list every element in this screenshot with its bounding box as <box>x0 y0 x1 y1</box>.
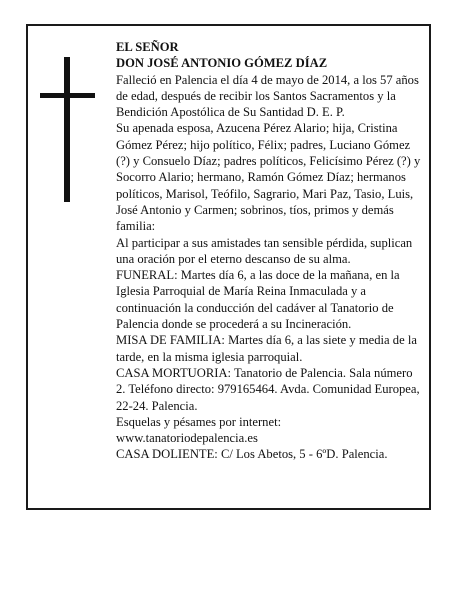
cross-vertical-bar <box>64 57 70 202</box>
obituary-text <box>116 39 421 463</box>
death-announcement: Falleció en Palencia el día 4 de mayo de 2014, a los 57 años de edad, después de recibir los Santos Sacramentos y la Bendición Apostólica de Su Santidad D. E. P. <box>116 72 419 120</box>
prayer-request: Al participar a sus amistades tan sensible pérdida, suplican una oración por el eterno descanso de su alma. <box>116 235 413 266</box>
family-mass-info: MISA DE FAMILIA: Martes día 6, a las siete y media de la tarde, en la misma iglesia parroquial. <box>116 333 417 364</box>
mourning-house-info: CASA DOLIENTE: C/ Los Abetos, 5 - 6ºD. Palencia. <box>116 447 388 462</box>
cross-horizontal-bar <box>40 93 95 98</box>
heading-line-1: EL SEÑOR <box>116 40 179 54</box>
family-list: Su apenada esposa, Azucena Pérez Alario; hija, Cristina Gómez Pérez; hijo político, Félix; padres, Luciano Gómez (?) y Consuelo Díaz; padres políticos, Felicísimo Pérez (?) y Socorro Alario; hermano, Ramón Gómez Díaz; hermanos políticos, Marisol, Teófilo, Sagrario, Mari Paz, Tasio, Luis, José Antonio y Carmen; sobrinos, tíos, primos y demás familia: <box>116 121 421 234</box>
condolences-website: www.tanatoriodepalencia.es <box>116 431 258 446</box>
condolences-label: Esquelas y pésames por internet: <box>116 414 282 429</box>
deceased-name: DON JOSÉ ANTONIO GÓMEZ DÍAZ <box>116 56 328 71</box>
funeral-info: FUNERAL: Martes día 6, a las doce de la mañana, en la Iglesia Parroquial de María Reina Inmaculada y a continuación la conducción del cadáver al Tanatorio de Palencia donde se procederá a su Incineración. <box>116 268 400 332</box>
obituary-frame <box>26 24 431 510</box>
mortuary-info: CASA MORTUORIA: Tanatorio de Palencia. Sala número 2. Teléfono directo: 979165464. Avda. Comunidad Europea, 22-24. Palencia. <box>116 365 420 413</box>
cross-icon <box>40 57 95 202</box>
